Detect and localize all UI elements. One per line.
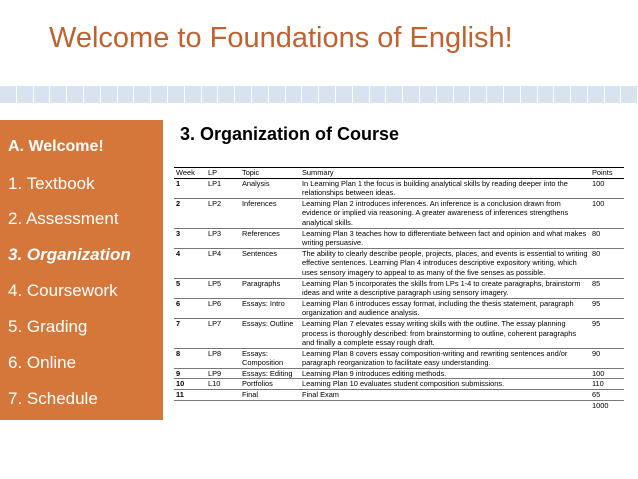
cell-topic: Sentences — [240, 248, 300, 278]
table-row — [174, 318, 624, 348]
cell-topic: Essays: Composition — [240, 348, 300, 368]
cell-lp: LP7 — [206, 318, 240, 348]
cell-lp: LP6 — [206, 298, 240, 318]
cell-summary: In Learning Plan 1 the focus is building analytical skills by reading deeper into the relationships between ideas. — [300, 178, 590, 198]
cell-points: 80 — [590, 248, 624, 278]
column-header-points: Points — [590, 168, 624, 179]
cell-week: 7 — [174, 318, 206, 348]
cell-week: 10 — [174, 379, 206, 390]
table-row — [174, 390, 624, 401]
sidebar-nav — [0, 120, 163, 420]
table-row — [174, 228, 624, 248]
column-header-lp: LP — [206, 168, 240, 179]
cell-summary: Learning Plan 8 covers essay composition-writing and rewriting sentences and/or paragraph reorganization to facilitate easy understanding. — [300, 348, 590, 368]
cell-week: 11 — [174, 390, 206, 401]
sidebar-item-coursework[interactable]: 4. Coursework — [8, 281, 118, 300]
cell-week: 9 — [174, 368, 206, 379]
cell-topic: References — [240, 228, 300, 248]
cell-points: 85 — [590, 278, 624, 298]
sidebar-item-schedule[interactable]: 7. Schedule — [8, 389, 98, 408]
cell-week: 1 — [174, 178, 206, 198]
cell-week: 6 — [174, 298, 206, 318]
cell-topic: Inferences — [240, 198, 300, 228]
table-total-row — [174, 400, 624, 410]
table-row — [174, 248, 624, 278]
cell-lp: LP1 — [206, 178, 240, 198]
cell-points: 100 — [590, 198, 624, 228]
sidebar-item-grading[interactable]: 5. Grading — [8, 317, 88, 336]
cell-lp: LP2 — [206, 198, 240, 228]
column-header-topic: Topic — [240, 168, 300, 179]
table-row — [174, 379, 624, 390]
sidebar-item-organization[interactable]: 3. Organization — [8, 245, 131, 264]
cell-lp: LP8 — [206, 348, 240, 368]
cell-lp — [206, 400, 240, 410]
cell-topic: Essays: Intro — [240, 298, 300, 318]
section-title: 3. Organization of Course — [180, 124, 400, 144]
course-organization-table — [174, 167, 624, 410]
cell-topic: Paragraphs — [240, 278, 300, 298]
cell-points: 110 — [590, 379, 624, 390]
column-header-summary: Summary — [300, 168, 590, 179]
table-row — [174, 348, 624, 368]
cell-week: 3 — [174, 228, 206, 248]
cell-week: 4 — [174, 248, 206, 278]
column-header-week: Week — [174, 168, 206, 179]
cell-lp — [206, 390, 240, 401]
cell-summary: Learning Plan 2 introduces inferences. An inference is a conclusion drawn from evidence or implied via reasoning. A greater awareness of inferences strengthens analytical skills. — [300, 198, 590, 228]
table-header-row — [174, 168, 624, 179]
cell-topic: Essays: Outline — [240, 318, 300, 348]
cell-lp: LP4 — [206, 248, 240, 278]
cell-points: 90 — [590, 348, 624, 368]
cell-summary — [300, 400, 590, 410]
cell-summary: The ability to clearly describe people, projects, places, and events is essential to writing effective sentences. Learning Plan 4 introduces descriptive expository writing, which uses sensory imagery to appeal to as many of the five senses as possible. — [300, 248, 590, 278]
cell-topic: Final — [240, 390, 300, 401]
cell-points: 95 — [590, 318, 624, 348]
cell-lp: L10 — [206, 379, 240, 390]
cell-week: 8 — [174, 348, 206, 368]
cell-topic: Essays: Editing — [240, 368, 300, 379]
slide-title: Welcome to Foundations of English! — [49, 22, 513, 54]
cell-lp: LP5 — [206, 278, 240, 298]
cell-summary: Learning Plan 6 introduces essay format, including the thesis statement, paragraph organization and audience analysis. — [300, 298, 590, 318]
header-divider-band — [0, 86, 638, 103]
cell-points: 100 — [590, 178, 624, 198]
cell-week: 2 — [174, 198, 206, 228]
sidebar-item-textbook[interactable]: 1. Textbook — [8, 174, 95, 193]
cell-week — [174, 400, 206, 410]
table-row — [174, 298, 624, 318]
table-row — [174, 278, 624, 298]
cell-lp: LP9 — [206, 368, 240, 379]
sidebar-item-welcome[interactable]: A. Welcome! — [8, 138, 104, 155]
cell-summary: Final Exam — [300, 390, 590, 401]
cell-lp: LP3 — [206, 228, 240, 248]
cell-summary: Learning Plan 7 elevates essay writing skills with the outline. The essay planning process is thoroughly described: from brainstorming to outline, coherent paragraphs and finally a complete essay rough draft. — [300, 318, 590, 348]
cell-points: 80 — [590, 228, 624, 248]
table-row — [174, 178, 624, 198]
cell-points: 100 — [590, 368, 624, 379]
cell-total-points: 1000 — [592, 400, 609, 410]
cell-summary: Learning Plan 3 teaches how to differentiate between fact and opinion and what makes writing persuasive. — [300, 228, 590, 248]
cell-summary: Learning Plan 10 evaluates student composition submissions. — [300, 379, 590, 390]
cell-summary: Learning Plan 5 incorporates the skills from LPs 1-4 to create paragraphs, brainstorm ideas and write a descriptive paragraph using sensory imagery. — [300, 278, 590, 298]
table-row — [174, 368, 624, 379]
sidebar-item-online[interactable]: 6. Online — [8, 353, 77, 372]
cell-summary: Learning Plan 9 introduces editing methods. — [300, 368, 590, 379]
cell-topic: Portfolios — [240, 379, 300, 390]
cell-points: 65 — [590, 390, 624, 401]
cell-topic: Analysis — [240, 178, 300, 198]
cell-topic — [240, 400, 300, 410]
cell-points: 95 — [590, 298, 624, 318]
sidebar-item-assessment[interactable]: 2. Assessment — [8, 209, 119, 228]
cell-week: 5 — [174, 278, 206, 298]
table-row — [174, 198, 624, 228]
